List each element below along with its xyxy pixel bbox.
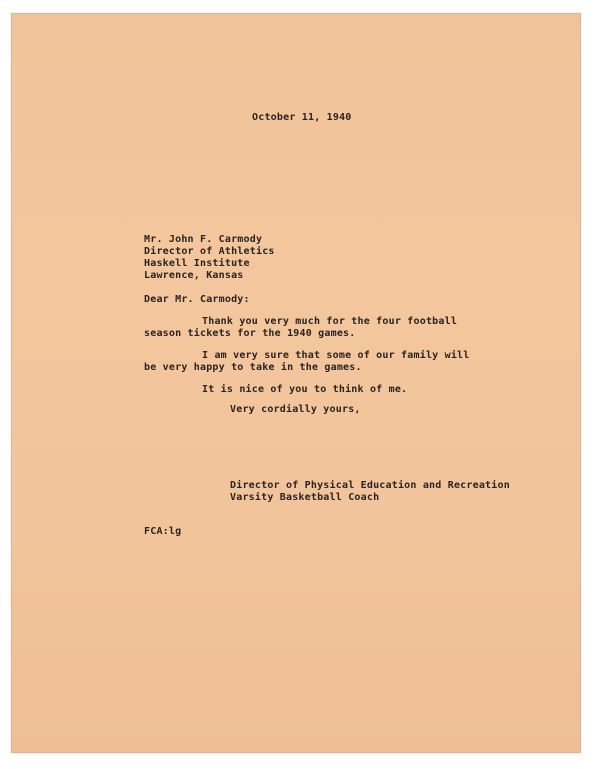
recipient-name: Mr. John F. Carmody [144,234,263,245]
body-paragraph-1-line-1: Thank you very much for the four football [202,316,458,327]
recipient-title: Director of Athletics [144,246,275,257]
body-paragraph-1-line-2: season tickets for the 1940 games. [144,328,356,339]
closing: Very cordially yours, [230,404,361,415]
signature-line-1: Director of Physical Education and Recreation [230,480,510,491]
salutation: Dear Mr. Carmody: [144,294,250,305]
recipient-city: Lawrence, Kansas [144,270,244,281]
body-paragraph-2-line-1: I am very sure that some of our family will [202,350,470,361]
letter-date: October 11, 1940 [252,112,352,123]
signature-line-2: Varsity Basketball Coach [230,492,380,503]
recipient-institution: Haskell Institute [144,258,250,269]
body-paragraph-2-line-2: be very happy to take in the games. [144,362,362,373]
reference-initials: FCA:lg [144,526,182,537]
letter-page [12,14,580,752]
body-paragraph-3: It is nice of you to think of me. [202,384,408,395]
